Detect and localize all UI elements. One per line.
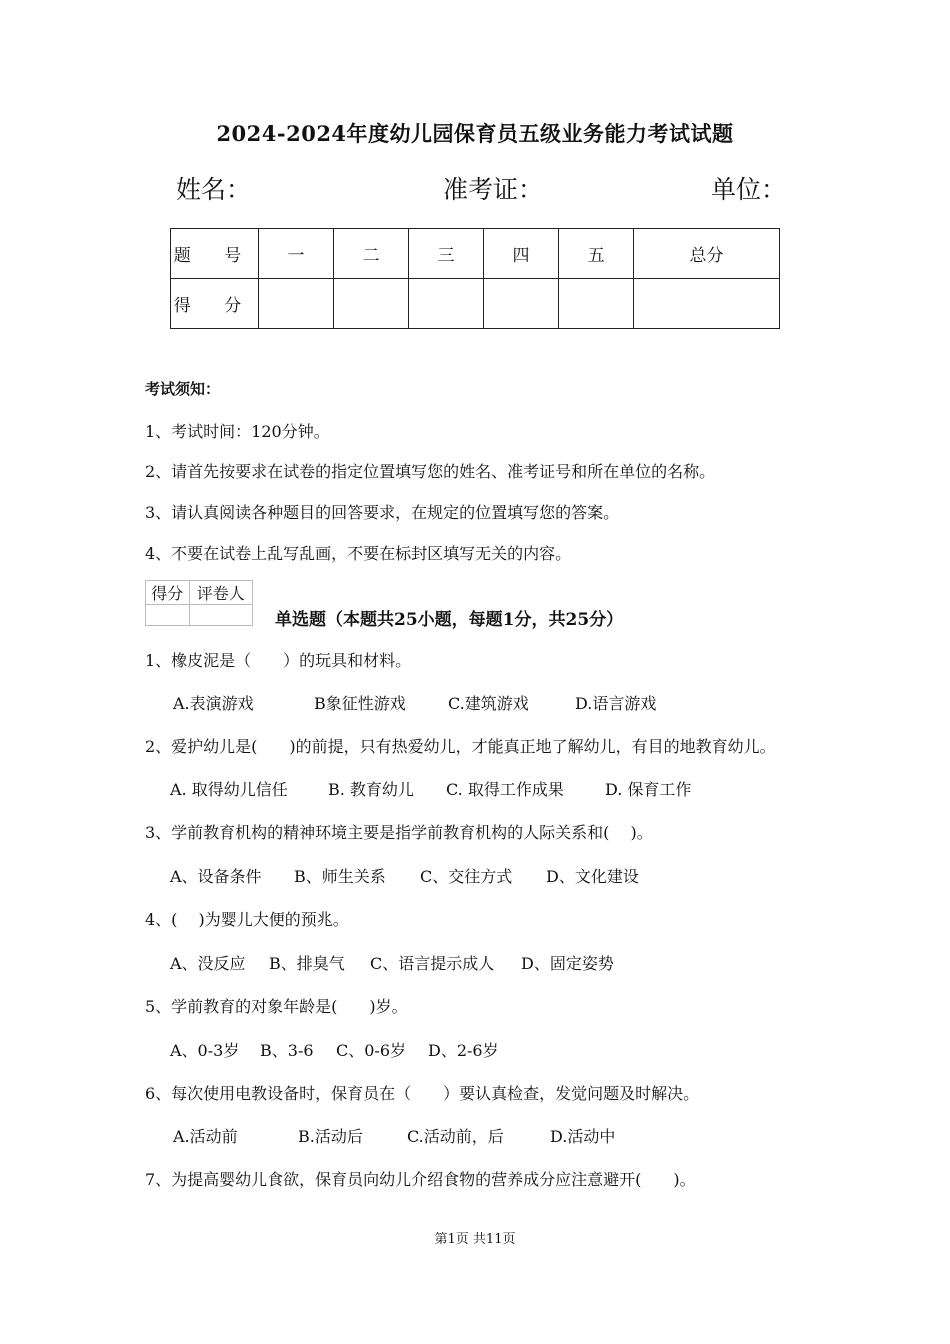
score-cell bbox=[634, 279, 780, 329]
name-field-label: 姓名： bbox=[176, 175, 252, 204]
score-cell bbox=[559, 279, 634, 329]
page-title: 2024-2024年度幼儿园保育员五级业务能力考试试题 bbox=[216, 121, 734, 146]
score-cell bbox=[484, 279, 559, 329]
option: A、0-3岁 bbox=[170, 1041, 240, 1060]
score-table-score-row bbox=[171, 279, 780, 329]
score-cell bbox=[409, 279, 484, 329]
option: C、交往方式 bbox=[420, 867, 513, 886]
option: A.表演游戏 bbox=[173, 694, 254, 713]
question-6: 6、每次使用电教设备时，保育员在（ ）要认真检查，发觉问题及时解决。 bbox=[145, 1084, 700, 1103]
option: B、排臭气 bbox=[269, 954, 345, 973]
option: A. 取得幼儿信任 bbox=[170, 780, 288, 799]
grader-score-label: 得分 bbox=[146, 581, 190, 605]
option: B.活动后 bbox=[298, 1127, 363, 1146]
score-table bbox=[170, 228, 780, 329]
question-2: 2、爱护幼儿是( )的前提，只有热爱幼儿，才能真正地了解幼儿，有目的地教育幼儿。 bbox=[145, 737, 776, 756]
option: C、0-6岁 bbox=[336, 1041, 407, 1060]
score-cell bbox=[334, 279, 409, 329]
column-header: 五 bbox=[559, 229, 634, 279]
grader-reviewer-cell bbox=[189, 605, 252, 626]
column-header: 三 bbox=[409, 229, 484, 279]
question-3: 3、学前教育机构的精神环境主要是指学前教育机构的人际关系和( )。 bbox=[145, 823, 653, 842]
question-7: 7、为提高婴幼儿食欲，保育员向幼儿介绍食物的营养成分应注意避开( )。 bbox=[145, 1170, 696, 1189]
column-header: 二 bbox=[334, 229, 409, 279]
score-table-header-row bbox=[171, 229, 780, 279]
notice-item: 3、请认真阅读各种题目的回答要求，在规定的位置填写您的答案。 bbox=[145, 503, 620, 522]
option: B. 教育幼儿 bbox=[328, 780, 414, 799]
page-footer: 第1页 共11页 bbox=[434, 1232, 516, 1247]
column-header: 一 bbox=[259, 229, 334, 279]
question-4: 4、( )为婴儿大便的预兆。 bbox=[145, 910, 349, 929]
option: D. 保育工作 bbox=[605, 780, 692, 799]
unit-field-label: 单位： bbox=[711, 175, 787, 204]
grader-reviewer-label: 评卷人 bbox=[189, 581, 252, 605]
question-1: 1、橡皮泥是（ ）的玩具和材料。 bbox=[145, 651, 412, 670]
option: B、师生关系 bbox=[294, 867, 386, 886]
option: D、2-6岁 bbox=[428, 1041, 499, 1060]
score-label-cell: 得 分 bbox=[171, 279, 259, 329]
notice-item: 4、不要在试卷上乱写乱画，不要在标封区填写无关的内容。 bbox=[145, 544, 572, 563]
column-header: 总分 bbox=[634, 229, 780, 279]
option: C、语言提示成人 bbox=[370, 954, 495, 973]
grader-score-cell bbox=[146, 605, 190, 626]
option: C.建筑游戏 bbox=[448, 694, 529, 713]
exam-id-field-label: 准考证： bbox=[443, 175, 544, 204]
option: D.活动中 bbox=[550, 1127, 616, 1146]
option: B、3-6 bbox=[260, 1041, 314, 1060]
question-5: 5、学前教育的对象年龄是( )岁。 bbox=[145, 997, 408, 1016]
header-label-cell: 题 号 bbox=[171, 229, 259, 279]
option: D、固定姿势 bbox=[521, 954, 614, 973]
score-cell bbox=[259, 279, 334, 329]
option: D、文化建设 bbox=[546, 867, 639, 886]
option: C.活动前，后 bbox=[407, 1127, 504, 1146]
option: D.语言游戏 bbox=[575, 694, 657, 713]
notice-title: 考试须知： bbox=[145, 380, 221, 398]
notice-item: 2、请首先按要求在试卷的指定位置填写您的姓名、准考证号和所在单位的名称。 bbox=[145, 462, 716, 481]
option: C. 取得工作成果 bbox=[446, 780, 564, 799]
option: A、设备条件 bbox=[170, 867, 262, 886]
notice-item: 1、考试时间：120分钟。 bbox=[145, 422, 330, 441]
option: B象征性游戏 bbox=[314, 694, 406, 713]
option: A.活动前 bbox=[173, 1127, 238, 1146]
column-header: 四 bbox=[484, 229, 559, 279]
option: A、没反应 bbox=[170, 954, 246, 973]
grader-box bbox=[145, 580, 253, 626]
section-title: 单选题（本题共25小题，每题1分，共25分） bbox=[275, 610, 624, 630]
